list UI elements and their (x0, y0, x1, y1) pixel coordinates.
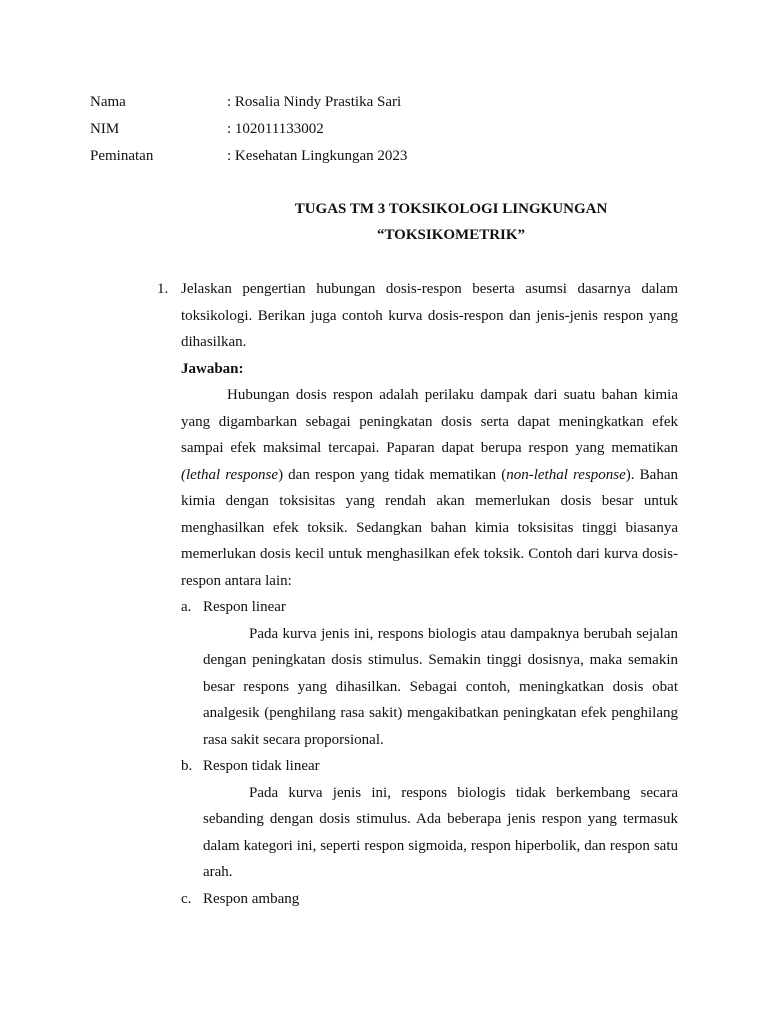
list-letter: a. (181, 599, 192, 615)
info-row-nim (90, 116, 690, 143)
student-info (90, 89, 690, 170)
list-title: Respon tidak linear (203, 758, 320, 774)
answer-text-3: ). Bahan kimia dengan toksisitas yang rendah akan memerlukan dosis besar untuk menghasilkan efek toksik. Sedangkan bahan kimia toksisitas tinggi biasanya memerlukan dosis kecil untuk menghasilkan efek toksik. Contoh dari kurva dosis-respon antara lain: (181, 466, 678, 589)
list-item-b (181, 753, 678, 886)
list-item-a (181, 594, 678, 753)
list-item-head (181, 886, 678, 913)
question-body (181, 276, 678, 912)
list-body: Pada kurva jenis ini, respons biologis tidak berkembang secara sebanding dengan dosis stimulus. Ada beberapa jenis respon yang termasuk dalam kategori ini, seperti respon sigmoida, respon hiperbolik, dan respon satu arah. (203, 784, 678, 880)
list-item-c (181, 886, 678, 913)
answer-emphasis-1: (lethal response (181, 466, 279, 483)
info-key: Nama (90, 94, 126, 110)
title-line-2: “TOKSIKOMETRIK” (376, 227, 526, 243)
answer-label: Jawaban: (181, 360, 244, 377)
list-item-head (181, 594, 678, 621)
list-title: Respon ambang (203, 890, 300, 907)
document-title (0, 196, 768, 248)
info-key: Peminatan (90, 148, 154, 164)
info-row-name (90, 89, 690, 116)
info-value: : Rosalia Nindy Prastika Sari (227, 94, 402, 110)
answer-emphasis-2: non-lethal response (506, 466, 626, 483)
list-letter: c. (181, 890, 192, 907)
list-letter: b. (181, 758, 193, 774)
info-row-major (90, 143, 690, 170)
list-body: Pada kurva jenis ini, respons biologis atau dampaknya berubah sejalan dengan peningkatan dosis stimulus. Semakin tinggi dosisnya, maka semakin besar respons yang dihasilkan. Sebagai contoh, meningkatkan dosis obat analgesik (penghilang rasa sakit) mengakibatkan peningkatan efek penghilang rasa sakit secara proporsional. (203, 625, 678, 748)
answer-text-1: Hubungan dosis respon adalah perilaku dampak dari suatu bahan kimia yang digambarkan sebagai peningkatan dosis serta dapat meningkatkan efek sampai efek maksimal tercapai. Paparan dapat berupa respon yang mematikan (181, 387, 678, 456)
title-line-1: TUGAS TM 3 TOKSIKOLOGI LINGKUNGAN (294, 201, 608, 217)
list-title: Respon linear (203, 599, 286, 615)
answer-paragraph (181, 382, 678, 594)
info-value: : 102011133002 (227, 121, 324, 137)
info-key: NIM (90, 121, 120, 137)
list-item-head (181, 753, 678, 780)
answer-text-2: ) dan respon yang tidak mematikan ( (278, 466, 507, 483)
question-text: Jelaskan pengertian hubungan dosis-respon beserta asumsi dasarnya dalam toksikologi. Berikan juga contoh kurva dosis-respon dan jenis-jenis respon yang dihasilkan. (181, 281, 678, 350)
question-number: 1. (157, 281, 169, 297)
info-value: : Kesehatan Lingkungan 2023 (227, 148, 408, 164)
